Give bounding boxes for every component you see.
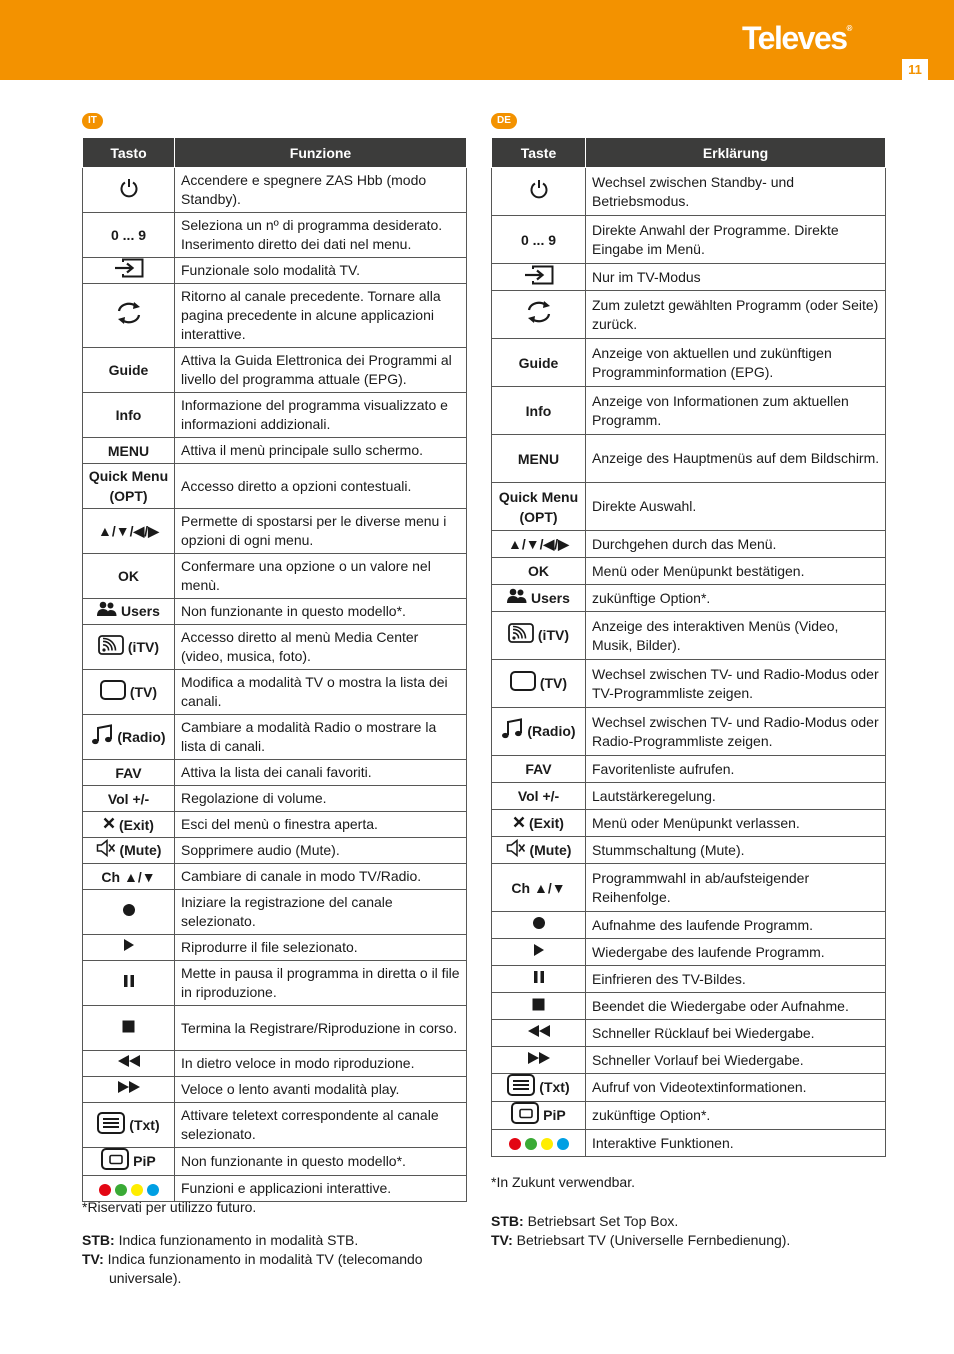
table-row bbox=[492, 387, 886, 435]
table-row bbox=[492, 216, 886, 264]
function-text: Attivare teletext correspondente al canale selezionato. bbox=[175, 1103, 467, 1148]
function-text: Accesso diretto a opzioni contestuali. bbox=[175, 464, 467, 509]
function-text: Non funzionante in questo modello*. bbox=[175, 1148, 467, 1176]
record-icon bbox=[532, 916, 546, 935]
table-row bbox=[492, 531, 886, 558]
key-label: Quick Menu (OPT) bbox=[498, 488, 579, 525]
key-cell bbox=[83, 890, 175, 935]
table-row bbox=[83, 393, 467, 438]
key-cell bbox=[83, 348, 175, 393]
function-text: Nur im TV-Modus bbox=[586, 264, 886, 291]
table-row bbox=[492, 1074, 886, 1102]
stb-text: Indica funzionamento in modalità STB. bbox=[118, 1232, 359, 1248]
header-key: Taste bbox=[492, 138, 586, 168]
key-label: Info bbox=[525, 402, 552, 419]
key-label: (Exit) bbox=[528, 814, 564, 831]
key-cell bbox=[492, 1130, 586, 1157]
function-text: Anzeige von aktuellen und zukünftigen Programminformation (EPG). bbox=[586, 339, 886, 387]
key-cell bbox=[83, 961, 175, 1006]
red-dot-icon bbox=[99, 1184, 111, 1196]
key-label: 0 ... 9 bbox=[110, 226, 147, 243]
lang-badge-it: IT bbox=[82, 113, 103, 129]
tv-note-de bbox=[491, 1231, 885, 1250]
function-text: Cambiare di canale in modo TV/Radio. bbox=[175, 864, 467, 890]
table-row bbox=[492, 1020, 886, 1047]
tv-note-it bbox=[82, 1250, 466, 1288]
function-text: Lautstärkeregelung. bbox=[586, 783, 886, 810]
play-icon bbox=[123, 938, 135, 957]
table-row bbox=[492, 939, 886, 966]
key-cell bbox=[83, 812, 175, 838]
key-cell bbox=[83, 213, 175, 258]
table-row bbox=[83, 1148, 467, 1176]
function-text: Einfrieren des TV-Bildes. bbox=[586, 966, 886, 993]
function-text: Sopprimere audio (Mute). bbox=[175, 838, 467, 864]
function-text: Menü oder Menüpunkt verlassen. bbox=[586, 810, 886, 837]
function-text: Aufnahme des laufende Programm. bbox=[586, 912, 886, 939]
function-text: Termina la Registrare/Riproduzione in corso. bbox=[175, 1006, 467, 1051]
key-label: Ch ▲/▼ bbox=[511, 879, 566, 896]
table-row bbox=[83, 1051, 467, 1077]
header-function: Erklärung bbox=[586, 138, 886, 168]
stop-icon bbox=[532, 997, 545, 1016]
table-row bbox=[492, 339, 886, 387]
table-row bbox=[492, 483, 886, 531]
table-row bbox=[492, 558, 886, 585]
yellow-dot-icon bbox=[541, 1138, 553, 1150]
key-label: (TV) bbox=[129, 683, 158, 700]
key-label: ▲/▼/◀/▶ bbox=[508, 535, 569, 552]
function-text: Accendere e spegnere ZAS Hbb (modo Standby). bbox=[175, 168, 467, 213]
table-row bbox=[83, 1006, 467, 1051]
function-text: Accesso diretto al menù Media Center (video, musica, foto). bbox=[175, 625, 467, 670]
key-label: 0 ... 9 bbox=[520, 231, 557, 248]
function-text: Stummschaltung (Mute). bbox=[586, 837, 886, 864]
key-cell bbox=[83, 1148, 175, 1176]
key-label: FAV bbox=[115, 764, 142, 781]
table-row bbox=[83, 464, 467, 509]
itv-icon bbox=[508, 623, 534, 648]
table-row bbox=[492, 168, 886, 216]
function-text: Anzeige von Informationen zum aktuellen Programm. bbox=[586, 387, 886, 435]
function-text: In dietro veloce in modo riproduzione. bbox=[175, 1051, 467, 1077]
key-label: OK bbox=[118, 567, 139, 584]
key-label: PiP bbox=[133, 1153, 156, 1169]
key-label: Users bbox=[120, 603, 160, 619]
header-function: Funzione bbox=[175, 138, 467, 168]
table-row bbox=[83, 715, 467, 760]
key-label: PiP bbox=[543, 1107, 566, 1123]
key-cell bbox=[83, 935, 175, 961]
table-row bbox=[83, 670, 467, 715]
brand-logo: Televes® bbox=[742, 20, 853, 56]
key-cell bbox=[492, 912, 586, 939]
key-cell bbox=[492, 993, 586, 1020]
key-label: OK bbox=[528, 562, 549, 579]
music-note-icon bbox=[91, 724, 113, 751]
footnote-it: *Riservati per utilizzo futuro. bbox=[82, 1199, 257, 1215]
users-icon bbox=[507, 588, 527, 609]
key-cell bbox=[492, 660, 586, 708]
table-row bbox=[83, 554, 467, 599]
key-label: (Radio) bbox=[527, 723, 576, 739]
function-text: Non funzionante in questo modello*. bbox=[175, 599, 467, 625]
function-text: Permette di spostarsi per le diverse menu i opzioni di ogni menu. bbox=[175, 509, 467, 554]
key-cell bbox=[492, 612, 586, 660]
tv-text: Betriebsart TV (Universelle Fernbedienung). bbox=[516, 1232, 791, 1248]
table-row bbox=[83, 890, 467, 935]
key-label: ▲/▼/◀/▶ bbox=[98, 522, 159, 539]
table-row bbox=[83, 168, 467, 213]
function-text: zukünftige Option*. bbox=[586, 1102, 886, 1130]
table-row bbox=[492, 912, 886, 939]
input-icon bbox=[114, 258, 144, 283]
key-cell bbox=[492, 291, 586, 339]
function-text: Anzeige des Hauptmenüs auf dem Bildschirm. bbox=[586, 435, 886, 483]
pip-icon bbox=[101, 1148, 129, 1175]
function-text: Schneller Vorlauf bei Wiedergabe. bbox=[586, 1047, 886, 1074]
key-cell bbox=[492, 483, 586, 531]
function-text: Iniziare la registrazione del canale selezionato. bbox=[175, 890, 467, 935]
key-cell bbox=[492, 966, 586, 993]
teletext-icon bbox=[97, 1112, 125, 1139]
key-cell bbox=[492, 1020, 586, 1047]
function-text: Wechsel zwischen TV- und Radio-Modus oder Radio-Programmliste zeigen. bbox=[586, 708, 886, 756]
function-text: Mette in pausa il programma in diretta o il file in riproduzione. bbox=[175, 961, 467, 1006]
key-cell bbox=[492, 168, 586, 216]
key-label: MENU bbox=[517, 450, 560, 467]
mute-icon bbox=[96, 839, 116, 862]
lang-badge-de: DE bbox=[491, 113, 517, 129]
key-label: Vol +/- bbox=[517, 787, 560, 804]
function-text: Schneller Rücklauf bei Wiedergabe. bbox=[586, 1020, 886, 1047]
function-text: Zum zuletzt gewählten Programm (oder Seite) zurück. bbox=[586, 291, 886, 339]
table-row bbox=[492, 966, 886, 993]
function-text: Menü oder Menüpunkt bestätigen. bbox=[586, 558, 886, 585]
key-cell bbox=[83, 715, 175, 760]
key-cell bbox=[492, 810, 586, 837]
close-icon bbox=[513, 814, 525, 833]
blue-dot-icon bbox=[557, 1138, 569, 1150]
key-cell bbox=[83, 838, 175, 864]
function-text: Attiva la lista dei canali favoriti. bbox=[175, 760, 467, 786]
key-cell bbox=[492, 864, 586, 912]
footnote-de: *In Zukunt verwendbar. bbox=[491, 1174, 635, 1190]
table-row bbox=[83, 1077, 467, 1103]
function-text: Direkte Auswahl. bbox=[586, 483, 886, 531]
key-cell bbox=[83, 284, 175, 348]
function-text: Cambiare a modalità Radio o mostrare la lista di canali. bbox=[175, 715, 467, 760]
itv-icon bbox=[98, 635, 124, 660]
key-cell bbox=[492, 1047, 586, 1074]
key-cell bbox=[492, 387, 586, 435]
key-label: (Mute) bbox=[119, 842, 162, 858]
key-cell bbox=[83, 625, 175, 670]
key-cell bbox=[83, 864, 175, 890]
table-row bbox=[83, 284, 467, 348]
table-row bbox=[83, 438, 467, 464]
stop-icon bbox=[122, 1019, 135, 1038]
table-row bbox=[492, 837, 886, 864]
table-row bbox=[492, 810, 886, 837]
stb-label: STB: bbox=[82, 1232, 115, 1248]
key-label: (Txt) bbox=[539, 1079, 570, 1095]
record-icon bbox=[122, 903, 136, 922]
function-text: Veloce o lento avanti modalità play. bbox=[175, 1077, 467, 1103]
function-text: Modifica a modalità TV o mostra la lista dei canali. bbox=[175, 670, 467, 715]
function-text: Programmwahl in ab/aufsteigender Reihenfolge. bbox=[586, 864, 886, 912]
stb-note-it bbox=[82, 1231, 466, 1250]
table-row bbox=[83, 1103, 467, 1148]
key-cell bbox=[83, 670, 175, 715]
table-row bbox=[83, 599, 467, 625]
key-cell bbox=[83, 1006, 175, 1051]
back-arrows-icon bbox=[114, 299, 144, 332]
function-text: Ritorno al canale precedente. Tornare alla pagina precedente in alcune applicazioni interattive. bbox=[175, 284, 467, 348]
key-table-de bbox=[491, 137, 886, 1157]
rewind-icon bbox=[117, 1054, 141, 1073]
teletext-icon bbox=[507, 1074, 535, 1101]
table-row bbox=[83, 509, 467, 554]
table-row bbox=[492, 1130, 886, 1157]
power-icon bbox=[118, 177, 140, 204]
key-label: (TV) bbox=[539, 675, 568, 691]
key-label: Ch ▲/▼ bbox=[101, 868, 156, 885]
stb-note-de bbox=[491, 1212, 885, 1231]
function-text: zukünftige Option*. bbox=[586, 585, 886, 612]
function-text: Esci del menù o finestra aperta. bbox=[175, 812, 467, 838]
pip-icon bbox=[511, 1102, 539, 1129]
key-cell bbox=[83, 393, 175, 438]
function-text: Regolazione di volume. bbox=[175, 786, 467, 812]
table-row bbox=[83, 961, 467, 1006]
page-number: 11 bbox=[902, 59, 928, 81]
key-cell bbox=[492, 939, 586, 966]
key-label: FAV bbox=[525, 760, 552, 777]
key-cell bbox=[492, 837, 586, 864]
fast-forward-icon bbox=[527, 1051, 551, 1070]
key-label: (iTV) bbox=[127, 638, 159, 655]
table-row bbox=[492, 585, 886, 612]
function-text: Funzionale solo modalità TV. bbox=[175, 258, 467, 284]
tv-icon bbox=[510, 671, 536, 696]
table-row bbox=[492, 1047, 886, 1074]
table-row bbox=[83, 838, 467, 864]
key-cell bbox=[83, 1051, 175, 1077]
table-row bbox=[492, 864, 886, 912]
green-dot-icon bbox=[115, 1184, 127, 1196]
close-icon bbox=[103, 815, 115, 834]
function-text: Beendet die Wiedergabe oder Aufnahme. bbox=[586, 993, 886, 1020]
table-row bbox=[492, 612, 886, 660]
red-dot-icon bbox=[509, 1138, 521, 1150]
key-cell bbox=[492, 531, 586, 558]
key-label: Quick Menu (OPT) bbox=[88, 468, 169, 504]
stb-text: Betriebsart Set Top Box. bbox=[527, 1213, 679, 1229]
key-cell bbox=[492, 756, 586, 783]
users-icon bbox=[97, 601, 117, 622]
key-label: Vol +/- bbox=[107, 790, 150, 807]
key-cell bbox=[492, 783, 586, 810]
key-cell bbox=[492, 558, 586, 585]
function-text: Direkte Anwahl der Programme. Direkte Eingabe im Menü. bbox=[586, 216, 886, 264]
table-row bbox=[492, 756, 886, 783]
function-text: Confermare una opzione o un valore nel menù. bbox=[175, 554, 467, 599]
yellow-dot-icon bbox=[131, 1184, 143, 1196]
color-dots-icon bbox=[507, 1134, 571, 1153]
function-text: Wechsel zwischen TV- und Radio-Modus oder TV-Programmliste zeigen. bbox=[586, 660, 886, 708]
key-label: (Txt) bbox=[129, 1116, 160, 1133]
function-text: Seleziona un nº di programma desiderato. Inserimento diretto dei dati nel menu. bbox=[175, 213, 467, 258]
green-dot-icon bbox=[525, 1138, 537, 1150]
key-label: Guide bbox=[108, 361, 149, 378]
play-icon bbox=[533, 943, 545, 962]
function-text: Wechsel zwischen Standby- und Betriebsmodus. bbox=[586, 168, 886, 216]
tv-label: TV: bbox=[491, 1232, 513, 1248]
tv-text: Indica funzionamento in modalità TV (telecomando universale). bbox=[107, 1251, 423, 1286]
function-text: Attiva la Guida Elettronica dei Programmi al livello del programma attuale (EPG). bbox=[175, 348, 467, 393]
key-cell bbox=[492, 1074, 586, 1102]
key-cell bbox=[83, 509, 175, 554]
tv-icon bbox=[100, 680, 126, 705]
key-cell bbox=[83, 554, 175, 599]
key-cell bbox=[492, 1102, 586, 1130]
function-text: Funzioni e applicazioni interattive. bbox=[175, 1176, 467, 1202]
key-cell bbox=[83, 168, 175, 213]
table-row bbox=[83, 786, 467, 812]
function-text: Aufruf von Videotextinformationen. bbox=[586, 1074, 886, 1102]
key-cell bbox=[83, 438, 175, 464]
table-row bbox=[492, 291, 886, 339]
key-label: (Exit) bbox=[118, 816, 154, 833]
table-row bbox=[83, 864, 467, 890]
music-note-icon bbox=[501, 718, 523, 745]
mute-icon bbox=[506, 839, 526, 862]
function-text: Interaktive Funktionen. bbox=[586, 1130, 886, 1157]
key-table-it bbox=[82, 137, 467, 1202]
power-icon bbox=[528, 178, 550, 205]
key-label: Guide bbox=[518, 354, 559, 371]
key-label: (Mute) bbox=[529, 841, 572, 858]
function-text: Attiva il menù principale sullo schermo. bbox=[175, 438, 467, 464]
function-text: Anzeige des interaktiven Menüs (Video, Musik, Bilder). bbox=[586, 612, 886, 660]
input-icon bbox=[524, 265, 554, 290]
table-row bbox=[492, 783, 886, 810]
pause-icon bbox=[533, 970, 545, 989]
key-cell bbox=[83, 464, 175, 509]
function-text: Favoritenliste aufrufen. bbox=[586, 756, 886, 783]
rewind-icon bbox=[527, 1024, 551, 1043]
key-cell bbox=[83, 1077, 175, 1103]
key-label: (iTV) bbox=[537, 627, 569, 643]
table-row bbox=[83, 258, 467, 284]
color-dots-icon bbox=[97, 1179, 161, 1198]
stb-label: STB: bbox=[491, 1213, 524, 1229]
table-row bbox=[492, 264, 886, 291]
table-row bbox=[492, 993, 886, 1020]
key-cell bbox=[83, 760, 175, 786]
table-row bbox=[492, 708, 886, 756]
table-row bbox=[83, 625, 467, 670]
fast-forward-icon bbox=[117, 1080, 141, 1099]
key-cell bbox=[492, 264, 586, 291]
key-cell bbox=[83, 258, 175, 284]
key-label: (Radio) bbox=[117, 728, 166, 745]
key-cell bbox=[83, 786, 175, 812]
key-cell bbox=[492, 339, 586, 387]
key-cell bbox=[492, 708, 586, 756]
blue-dot-icon bbox=[147, 1184, 159, 1196]
function-text: Riprodurre il file selezionato. bbox=[175, 935, 467, 961]
function-text: Wiedergabe des laufende Programm. bbox=[586, 939, 886, 966]
key-cell bbox=[492, 216, 586, 264]
table-row bbox=[492, 660, 886, 708]
tv-label: TV: bbox=[82, 1251, 104, 1267]
table-row bbox=[492, 1102, 886, 1130]
key-cell bbox=[83, 599, 175, 625]
key-label: MENU bbox=[107, 442, 150, 459]
key-label: Info bbox=[115, 406, 142, 423]
header-key: Tasto bbox=[83, 138, 175, 168]
table-row bbox=[83, 812, 467, 838]
function-text: Durchgehen durch das Menü. bbox=[586, 531, 886, 558]
key-cell bbox=[492, 435, 586, 483]
function-text: Informazione del programma visualizzato e informazioni addizionali. bbox=[175, 393, 467, 438]
table-row bbox=[83, 760, 467, 786]
key-label: Users bbox=[530, 589, 570, 606]
key-cell bbox=[83, 1103, 175, 1148]
table-row bbox=[83, 935, 467, 961]
table-row bbox=[492, 435, 886, 483]
table-row bbox=[83, 213, 467, 258]
key-cell bbox=[492, 585, 586, 612]
pause-icon bbox=[123, 974, 135, 993]
table-row bbox=[83, 348, 467, 393]
back-arrows-icon bbox=[524, 298, 554, 331]
